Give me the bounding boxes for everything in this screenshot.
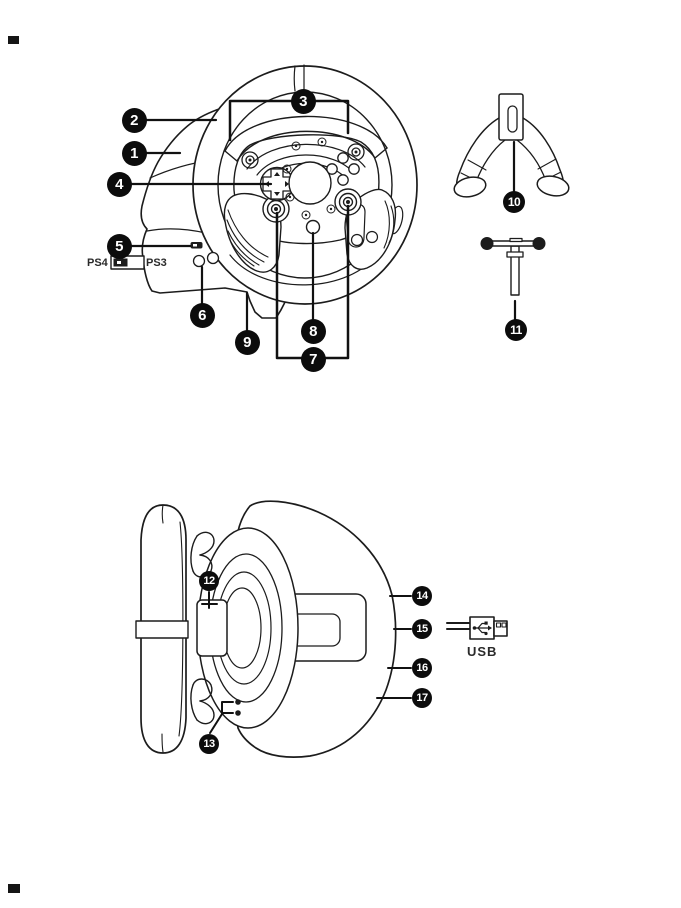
callout-badge-10: 10	[503, 191, 525, 213]
callout-badge-9: 9	[235, 330, 260, 355]
wheel-side-spoke-slot	[136, 621, 188, 638]
callout-badge-5: 5	[107, 234, 132, 259]
mode-switch-label-ps3: PS3	[146, 257, 167, 269]
callout-badge-7: 7	[301, 347, 326, 372]
callout-badge-17: 17	[412, 688, 432, 708]
base-button	[208, 253, 219, 264]
callout-badge-1: 1	[122, 141, 147, 166]
callout-badge-11: 11	[505, 319, 527, 341]
clamp-foot	[535, 173, 570, 198]
clamp-screw	[481, 237, 546, 295]
callout-badge-2: 2	[122, 108, 147, 133]
callout-badge-6: 6	[190, 303, 215, 328]
base-dot	[235, 699, 241, 705]
callout-badge-3: 3	[291, 89, 316, 114]
quick-release-knob	[197, 600, 227, 656]
scan-artifact-mark	[8, 884, 20, 893]
callout-badge-13: 13	[199, 734, 219, 754]
base-dot	[235, 710, 241, 716]
screw-collar	[507, 252, 523, 257]
callout-badge-4: 4	[107, 172, 132, 197]
callout-badge-16: 16	[412, 658, 432, 678]
usb-label: USB	[467, 644, 498, 659]
base-button	[194, 256, 205, 267]
callout-badge-15: 15	[412, 619, 432, 639]
callout-badge-12: 12	[199, 571, 219, 591]
screw-ball	[481, 237, 494, 250]
center-bottom-button	[307, 221, 320, 234]
callout-badge-14: 14	[412, 586, 432, 606]
table-clamp	[452, 94, 570, 200]
clamp-post	[499, 94, 523, 140]
scan-artifact-mark	[8, 36, 19, 44]
wheel-base-side-view	[136, 501, 396, 757]
usb-plug-icon	[447, 617, 507, 639]
spoke-button	[367, 232, 378, 243]
callout-badge-8: 8	[301, 319, 326, 344]
hub-center	[289, 162, 331, 204]
screw-ball	[533, 237, 546, 250]
spoke-button	[352, 235, 363, 246]
mode-switch-slot	[193, 244, 197, 247]
mode-switch-label-ps4: PS4	[87, 257, 108, 269]
steering-wheel-front-view	[111, 65, 417, 318]
